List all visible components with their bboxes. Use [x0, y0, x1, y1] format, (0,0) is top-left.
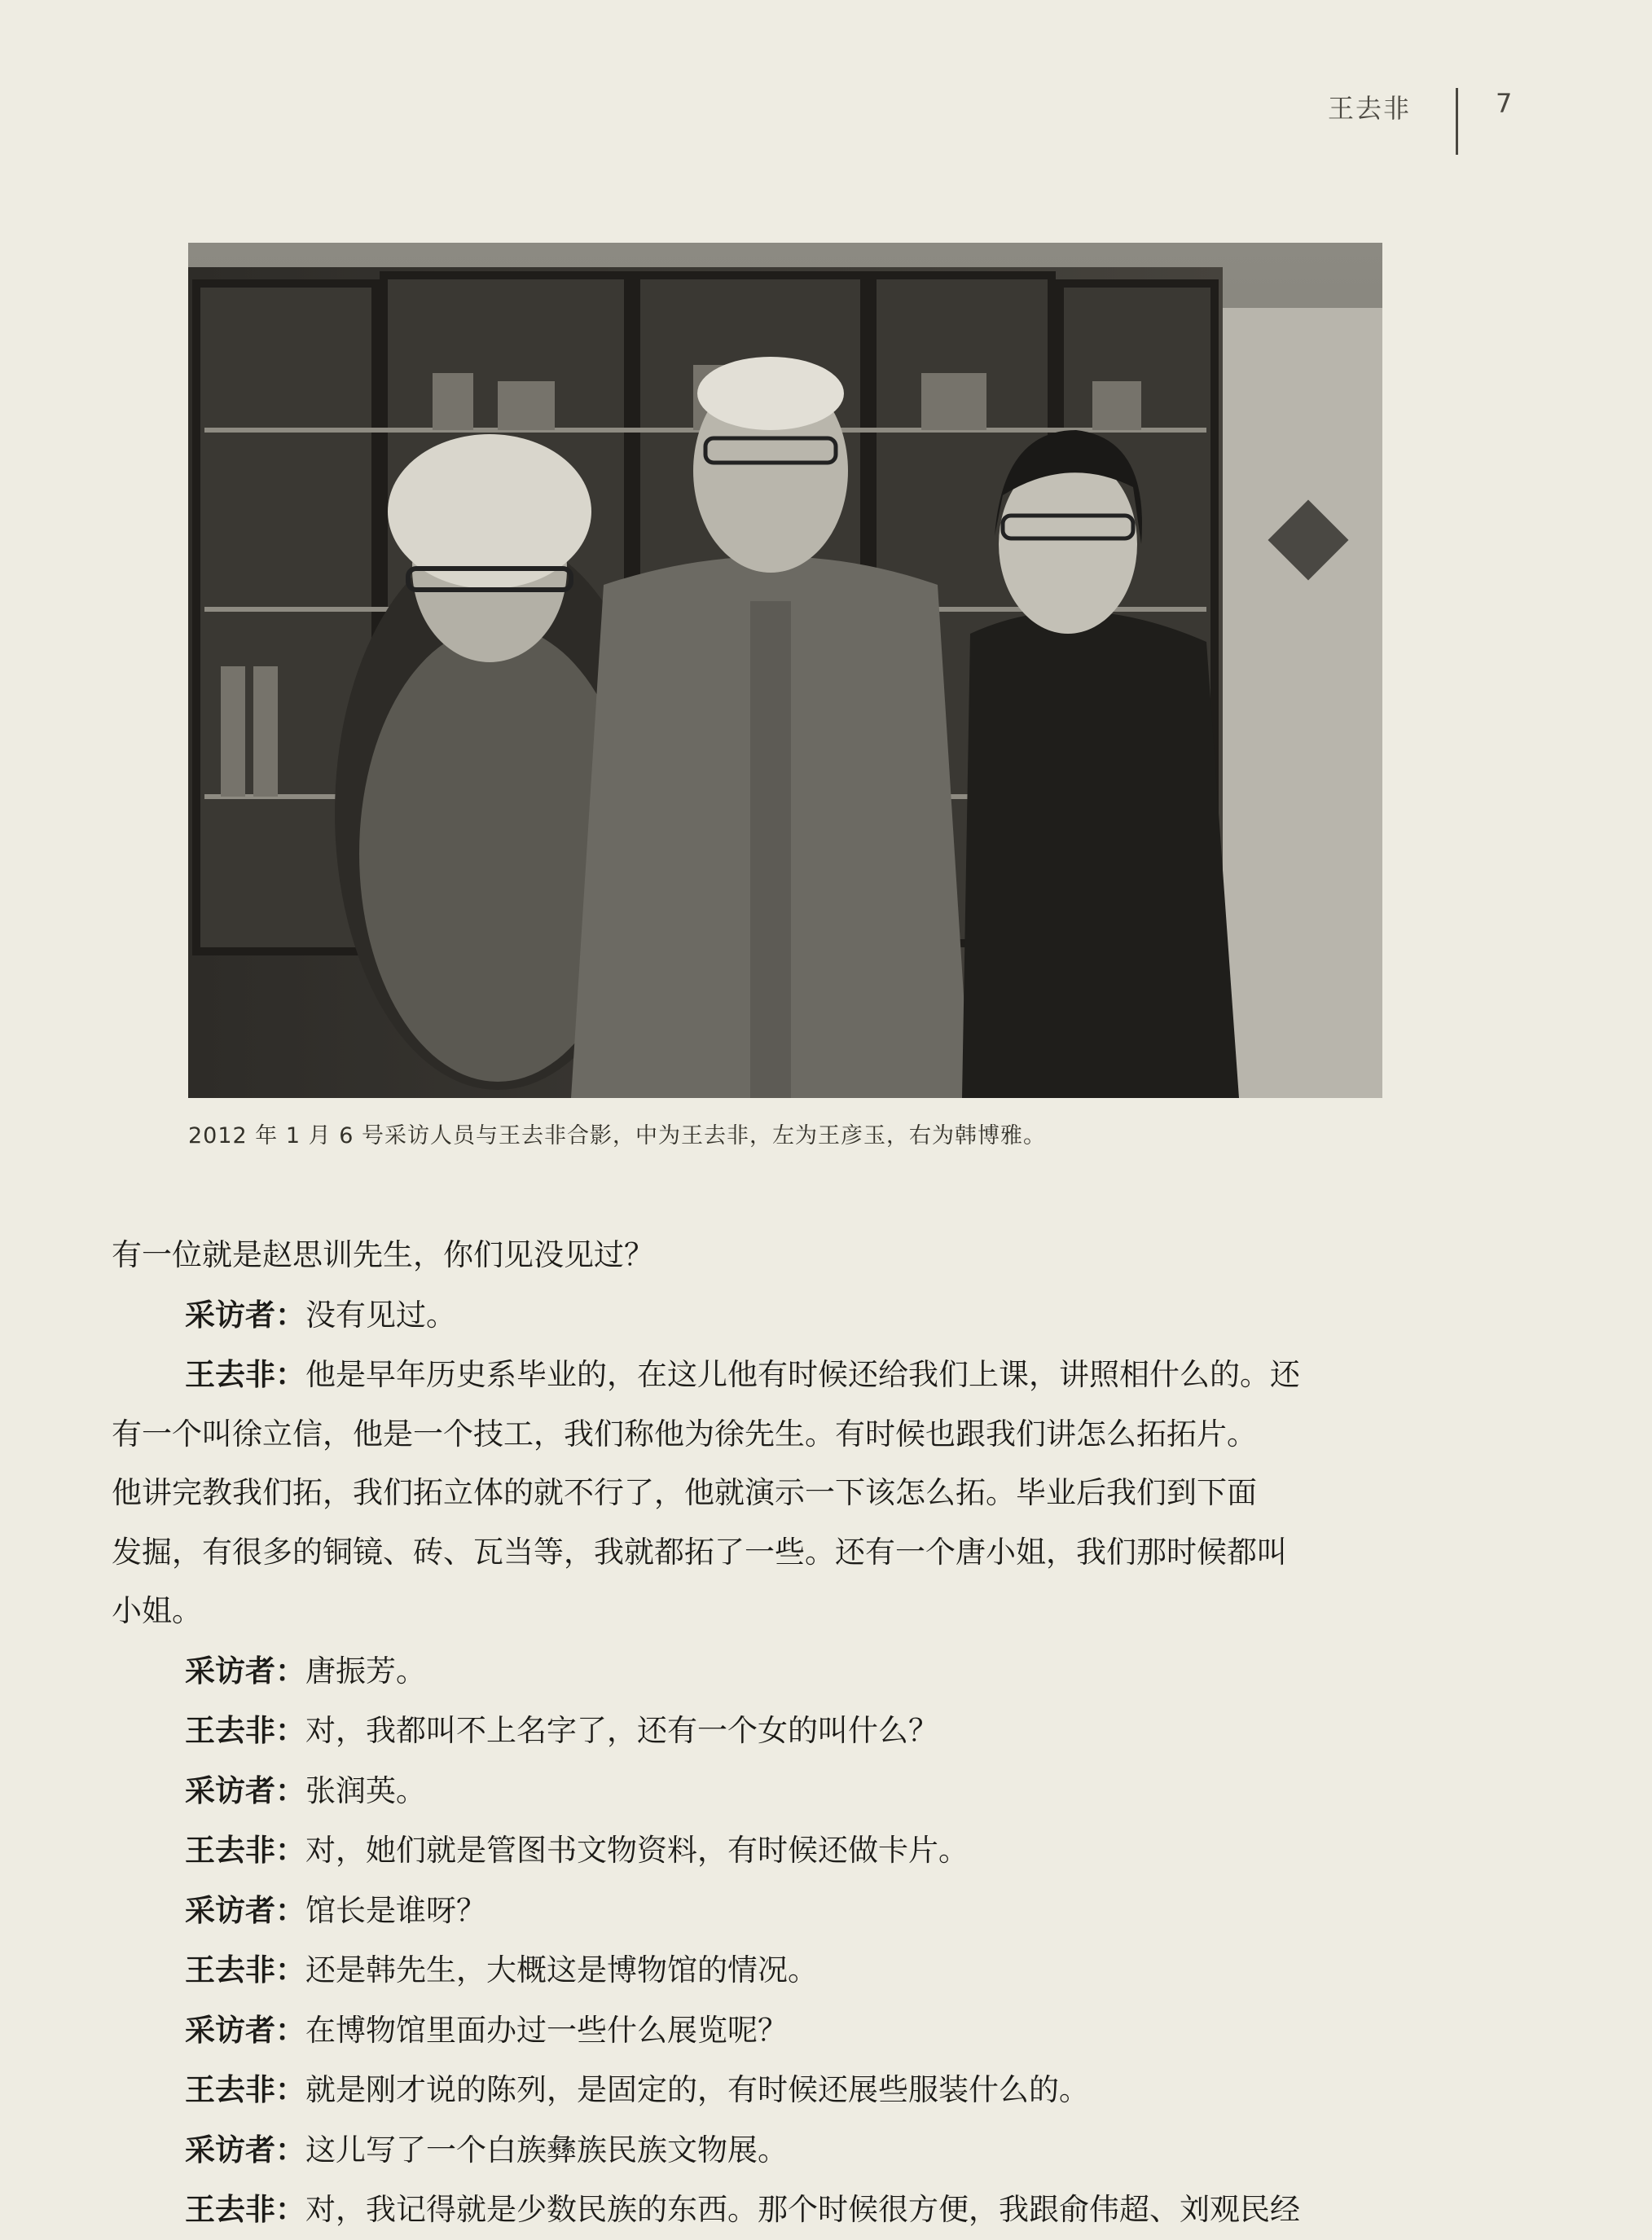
- interviewee-turn: [112, 1345, 1456, 1641]
- interviewee-turn: [112, 1701, 1456, 1761]
- interviewer-turn: [112, 1881, 1456, 1941]
- intro-line: 有一位就是赵思训先生，你们见没见过？: [112, 1237, 654, 1272]
- turn-text: 还是韩先生，大概这是博物馆的情况。: [305, 1952, 818, 1987]
- turn-text: 对，她们就是管图书文物资料，有时候还做卡片。: [305, 1833, 969, 1868]
- speaker-label: 王去非：: [185, 1356, 305, 1392]
- turn-text: 这儿写了一个白族彝族民族文物展。: [305, 2132, 788, 2168]
- group-photo: [188, 243, 1382, 1098]
- interviewee-turn: [112, 2060, 1456, 2120]
- turn-text: 唐振芳。: [305, 1653, 426, 1689]
- interviewer-turn: [112, 1641, 1456, 1702]
- photo-caption: 2012 年 1 月 6 号采访人员与王去非合影，中为王去非，左为王彦玉，右为韩博雅。: [188, 1123, 1046, 1149]
- speaker-label: 采访者：: [185, 2011, 305, 2048]
- speaker-label: 王去非：: [185, 1712, 305, 1748]
- speaker-label: 采访者：: [185, 1891, 305, 1928]
- interviewer-turn: [112, 1761, 1456, 1821]
- interviewer-turn: [112, 2120, 1456, 2181]
- turn-text-line: 他讲完教我们拓，我们拓立体的就不行了，他就演示一下该怎么拓。毕业后我们到下面: [112, 1475, 1257, 1510]
- interviewee-turn: [112, 1940, 1456, 2001]
- speaker-label: 采访者：: [185, 1296, 305, 1333]
- interviewer-turn: [112, 2001, 1456, 2061]
- turn-text: 在博物馆里面办过一些什么展览呢？: [305, 2012, 788, 2048]
- speaker-label: 王去非：: [185, 1952, 305, 1987]
- header-divider: [1456, 88, 1458, 155]
- speaker-label: 采访者：: [185, 2131, 305, 2168]
- speaker-label: 王去非：: [185, 2191, 305, 2227]
- speaker-label: 王去非：: [185, 1832, 305, 1868]
- interviewee-turn: [112, 2180, 1456, 2240]
- turn-text-line: 有一个叫徐立信，他是一个技工，我们称他为徐先生。有时候也跟我们讲怎么拓拓片。: [112, 1416, 1257, 1452]
- page-number: 7: [1496, 88, 1513, 119]
- turn-text: 对，我记得就是少数民族的东西。那个时候很方便，我跟俞伟超、刘观民经: [305, 2192, 1300, 2227]
- interviewer-turn: [112, 1285, 1456, 1346]
- turn-text-line: 发掘，有很多的铜镜、砖、瓦当等，我就都拓了一些。还有一个唐小姐，我们那时候都叫: [112, 1534, 1287, 1570]
- interview-transcript: [112, 1226, 1456, 2240]
- speaker-label: 王去非：: [185, 2071, 305, 2107]
- speaker-label: 采访者：: [185, 1652, 305, 1689]
- turn-text: 没有见过。: [305, 1297, 456, 1333]
- interviewee-turn: [112, 1821, 1456, 1881]
- speaker-label: 采访者：: [185, 1772, 305, 1808]
- running-title: 王去非: [1328, 93, 1412, 124]
- turn-text: 馆长是谁呀？: [305, 1892, 486, 1928]
- turn-text: 对，我都叫不上名字了，还有一个女的叫什么？: [305, 1713, 938, 1748]
- turn-text: 就是刚才说的陈列，是固定的，有时候还展些服装什么的。: [305, 2072, 1089, 2107]
- turn-text-line: 小姐。: [112, 1593, 202, 1628]
- turn-text: 他是早年历史系毕业的，在这儿他有时候还给我们上课，讲照相什么的。还: [305, 1357, 1300, 1392]
- turn-text: 张润英。: [305, 1772, 426, 1808]
